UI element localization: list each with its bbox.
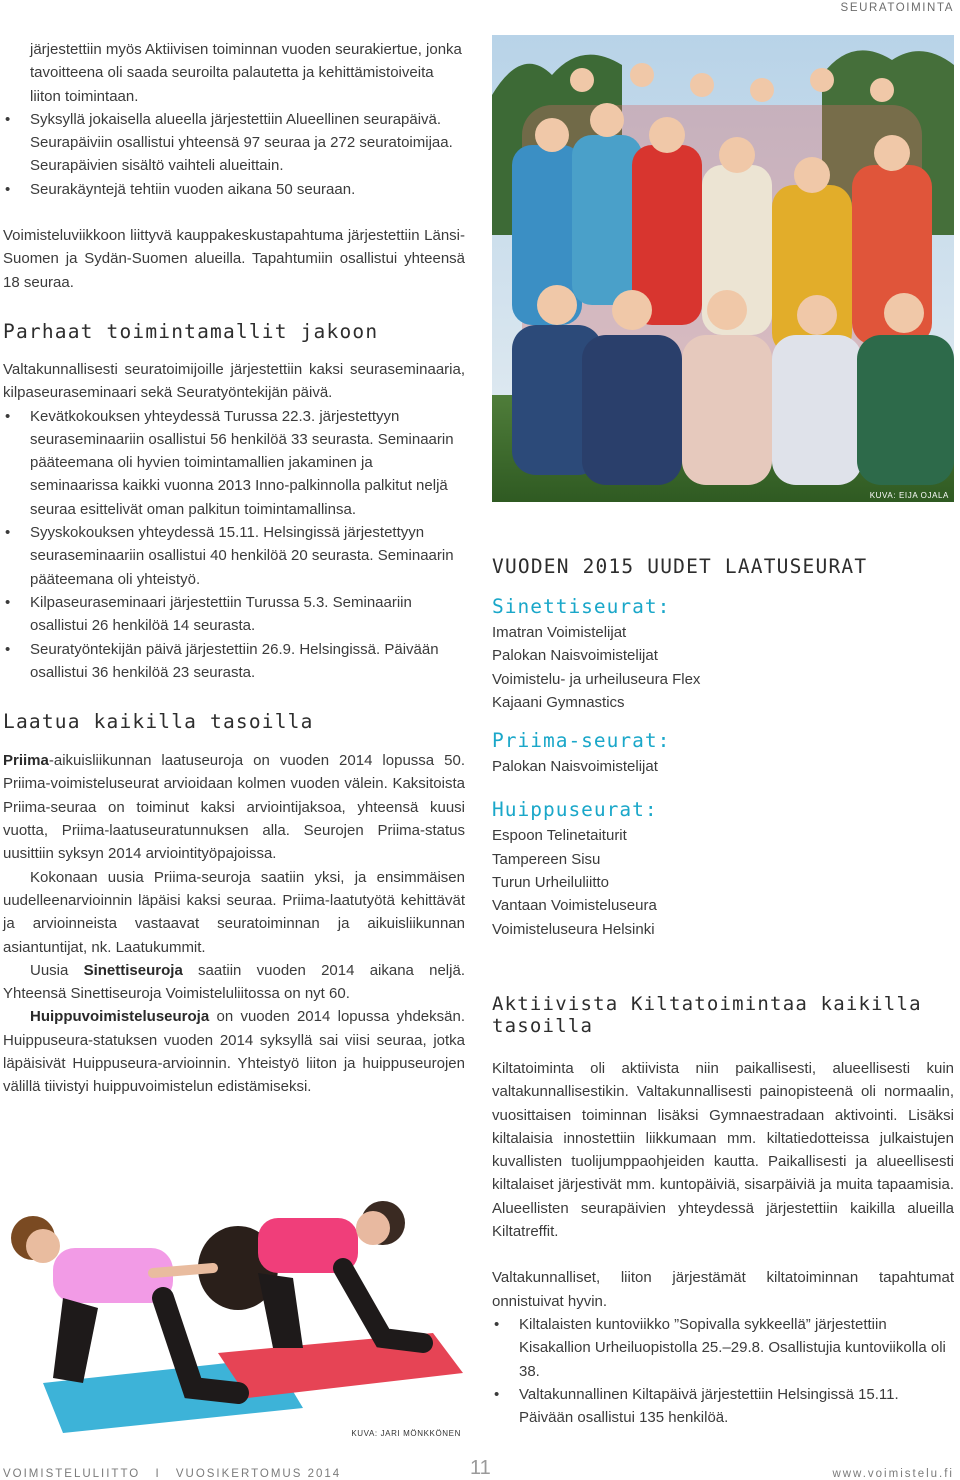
- huippu-heading: Huippuseurat:: [492, 798, 658, 822]
- sinetti-pre: Uusia: [30, 961, 84, 979]
- photo-credit-exercise: KUVA: JARI MÖNKKÖNEN: [351, 1429, 461, 1438]
- list-item: • Seuratyöntekijän päivä järjestettiin 26.9. Helsingissä. Päivään osallistui 36 henkilöä 23 seurasta.: [3, 638, 465, 685]
- guild-bullets: [492, 1313, 954, 1429]
- sinetti-bold: Sinettiseuroja: [83, 961, 183, 979]
- footer-report: VUOSIKERTOMUS 2014: [175, 1468, 342, 1480]
- page-number: 11: [470, 1457, 491, 1479]
- footer-url[interactable]: www.voimistelu.fi: [832, 1468, 954, 1480]
- sinetti-heading: Sinettiseurat:: [492, 595, 671, 618]
- list-item: Voimistelu- ja urheiluseura Flex: [492, 670, 701, 688]
- list-item: • Kevätkokouksen yhteydessä Turussa 22.3. järjestettyyn seuraseminaariin osallistui 56 henkilöä 33 seurasta. Seminaarin pääteemana oli hyvien toimintamallien jakaminen ja seminaarissa kaikki vuonna 2013 Inno-palkinnolla palkitut neljä seuraa esittelivät oman palkitun toimintamallinsa.: [3, 405, 465, 521]
- seminar-paragraph: Valtakunnallisesti seuratoimijoille järjestettiin kaksi seuraseminaaria, kilpaseuraseminaari sekä Seuratyöntekijän päivä.: [3, 360, 465, 402]
- list-item: Vantaan Voimisteluseura: [492, 897, 657, 915]
- huippu-bold: Huippuvoimisteluseuroja: [30, 1008, 210, 1026]
- priima-text: -aikuisliikunnan laatuseuroja on vuoden 2014 lopussa 50. Priima-voimisteluseurat arvioidaan kolmen vuoden välein. Kaksitoista Priima-seuraa on toiminut kaksi arviointijaksoa, yhteensä kuusi vuotta, Priima-laatuseuratunnuksen alla. Seurojen Priima-status uusittiin syksyn 2014 arviointityöpajoissa.: [3, 752, 465, 863]
- list-item: Tampereen Sisu: [492, 850, 601, 868]
- section-title-best-practices: Parhaat toimintamallit jakoon: [3, 319, 379, 343]
- list-item: • Kilpaseuraseminaari järjestettiin Turussa 5.3. Seminaariin osallistui 26 henkilöä 14 seurasta.: [3, 591, 465, 638]
- exercise-photo: [3, 1158, 465, 1440]
- guild-paragraph-1: Kiltatoiminta oli aktiivista niin paikallisesti, alueellisesti kuin valtakunnallisestikin. Valtakunnallisesti painopisteenä oli normaalin, vuosittaisen toiminnan lisäksi Gymnaestradaan aktivointi. Lisäksi kiltalaisia innostettiin liikkumaan mm. kiltatiedotteissa julkaistujen kuvallisten tuolijumppaohjeiden kautta. Paikallisesti ja alueellisesti kiltalaiset järjestivät mm. kuntopäiviä, sisarpäiviä ja muita tapaamisia. Alueellisten seurapäivien yhteydessä järjestettiin kaikilla alueilla Kiltatreffit.: [492, 1059, 954, 1241]
- exercise-photo-illustration: [3, 1158, 465, 1440]
- list-item: • Valtakunnallinen Kiltapäivä järjestettiin Helsingissä 15.11. Päivään osallistui 135 henkilöä.: [492, 1383, 954, 1430]
- quality-paragraph-3: [3, 959, 465, 1006]
- priima-list: [492, 755, 954, 778]
- group-photo: [492, 35, 954, 502]
- quality-paragraph-1: [3, 749, 465, 865]
- seminar-bullets: [3, 405, 465, 685]
- priima-bold: Priima: [3, 752, 49, 770]
- list-item: • Kiltalaisten kuntoviikko ”Sopivalla sykkeellä” järjestettiin Kisakallion Urheiluopistolla 25.–29.8. Osallistujia kuntoviikolla oli 38.: [492, 1313, 954, 1383]
- list-item: • Seurakäyntejä tehtiin vuoden aikana 50 seuraan.: [3, 178, 465, 201]
- footer-publisher: VOIMISTELULIITTO: [3, 1468, 141, 1480]
- sinetti-text: saatiin vuoden 2014 aikana neljä. Yhteensä Sinettiseuroja Voimisteluliitossa on nyt 60.: [3, 961, 465, 1003]
- huippu-text: on vuoden 2014 lopussa yhdeksän. Huippuseura-statuksen vuoden 2014 syksyllä sai viisi seuraa, jotka läpäisivät Huippuseura-arvioinnin. Yhteistyö liiton ja huippuseurojen välillä tiivistyi huippuvoimistelun edistämiseksi.: [3, 1008, 465, 1096]
- huippu-list: [492, 824, 954, 940]
- sinetti-list: [492, 621, 954, 714]
- footer-divider: I: [155, 1468, 161, 1480]
- photo-credit-group: KUVA: EIJA OJALA: [869, 491, 949, 500]
- guild-title: Aktiivista Kiltatoimintaa kaikilla tasoilla: [492, 992, 922, 1037]
- left-column: [3, 38, 465, 1099]
- section-header: SEURATOIMINTA: [840, 2, 954, 14]
- footer-left: [3, 1468, 341, 1480]
- right-column: [492, 555, 954, 1429]
- quality-paragraph-2: Kokonaan uusia Priima-seuroja saatiin yksi, ja ensimmäisen uudelleenarvioinnin läpäisi kaksi seuraa. Priima-laatutyötä kehittävät ja arvioinneista vastaavat seuratoiminnan ja aikuisliikunnan asiantuntijat, nk. Laatukummit.: [3, 868, 465, 956]
- intro-bullets: [3, 108, 465, 201]
- list-item: Kajaani Gymnastics: [492, 693, 625, 711]
- list-item: Palokan Naisvoimistelijat: [492, 647, 658, 665]
- section-title-quality: Laatua kaikilla tasoilla: [3, 710, 314, 734]
- list-item: • Syyskokouksen yhteydessä 15.11. Helsingissä järjestettyyn seuraseminaariin osallistui 40 henkilöä 20 seurasta. Seminaarin pääteemana oli yhteistyö.: [3, 521, 465, 591]
- intro-continued: järjestettiin myös Aktiivisen toiminnan vuoden seurakiertue, jonka tavoitteena oli saada seuroilta palautetta ja kehittämistoiveita liiton toimintaan.: [30, 41, 462, 105]
- list-item: Imatran Voimistelijat: [492, 624, 627, 641]
- group-photo-illustration: [492, 35, 954, 502]
- guild-paragraph-2: Valtakunnalliset, liiton järjestämät kiltatoiminnan tapahtumat onnistuivat hyvin.: [492, 1269, 954, 1310]
- list-item: Espoon Telinetaiturit: [492, 827, 627, 845]
- priima-heading: Priima-seurat:: [492, 729, 671, 753]
- list-item: • Syksyllä jokaisella alueella järjestettiin Alueellinen seurapäivä. Seurapäiviin osallistui yhteensä 97 seuraa ja 272 seuratoimijaa. Seurapäivien sisältö vaihteli alueittain.: [3, 108, 465, 178]
- quality-paragraph-4: [3, 1005, 465, 1098]
- intro-paragraph: Voimisteluviikkoon liittyvä kauppakeskustapahtuma järjestettiin Länsi-Suomen ja Sydän-Suomen alueilla. Tapahtumiin osallistui yhteensä 18 seuraa.: [3, 227, 465, 291]
- list-item: Palokan Naisvoimistelijat: [492, 758, 658, 776]
- quality-clubs-title: VUODEN 2015 UUDET LAATUSEURAT: [492, 555, 868, 578]
- intro-bullet-block: [3, 38, 465, 108]
- list-item: Voimisteluseura Helsinki: [492, 920, 655, 938]
- list-item: Turun Urheiluliitto: [492, 874, 609, 892]
